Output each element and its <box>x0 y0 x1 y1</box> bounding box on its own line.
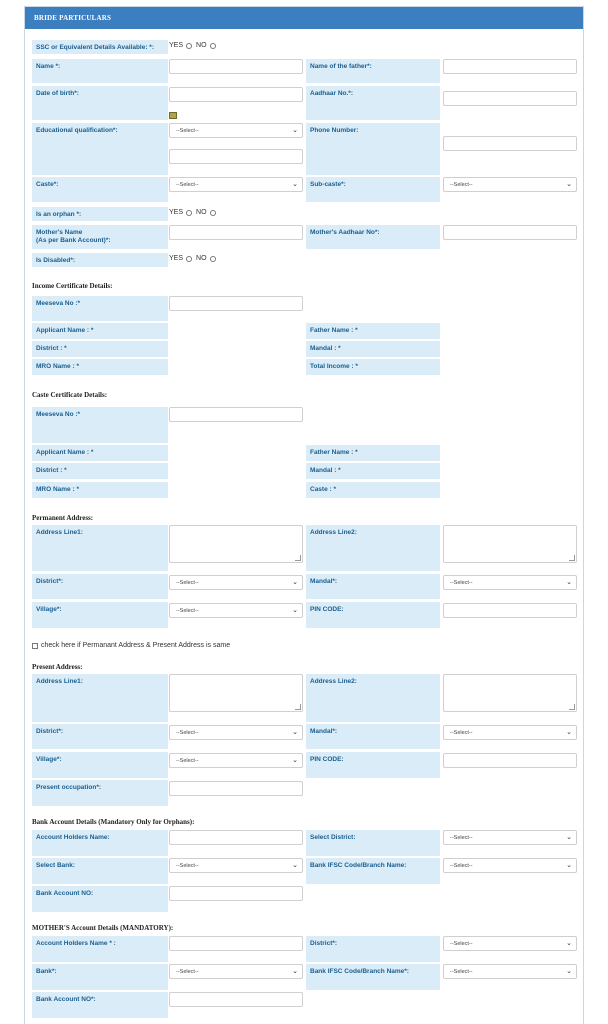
bank-district-value: --Select-- <box>450 835 473 841</box>
occupation-input[interactable] <box>169 781 303 796</box>
income-district-label: District : * <box>32 341 168 357</box>
caste-meeseva-input[interactable] <box>169 407 303 422</box>
disabled-label: Is Disabled*: <box>32 253 168 267</box>
education-select-value: --Select-- <box>176 128 199 134</box>
mother-ifsc-select[interactable] <box>443 964 577 979</box>
bank-ifsc-value: --Select-- <box>450 863 473 869</box>
ssc-no-label: NO <box>196 42 207 49</box>
same-address-checkbox[interactable] <box>32 643 38 649</box>
phone-input[interactable] <box>443 136 577 151</box>
income-section-title: Income Certificate Details: <box>32 282 113 290</box>
caste-label: Caste*: <box>32 177 168 202</box>
pres-district-select[interactable] <box>169 725 303 740</box>
pres-mandal-label: Mandal*: <box>306 724 440 749</box>
chevron-down-icon: ⌄ <box>292 579 298 586</box>
mother-ifsc-label: Bank IFSC Code/Branch Name*: <box>306 964 440 990</box>
permanent-section-title: Permanent Address: <box>32 514 94 522</box>
mother-bank-label: Bank*: <box>32 964 168 990</box>
chevron-down-icon: ⌄ <box>566 729 572 736</box>
father-name-label: Name of the father*: <box>306 59 440 83</box>
pres-village-select[interactable] <box>169 753 303 768</box>
aadhaar-label: Aadhaar No.*: <box>306 86 440 120</box>
mother-district-select[interactable] <box>443 936 577 951</box>
orphan-no-label: NO <box>196 209 207 216</box>
bank-holder-label: Account Holders Name: <box>32 830 168 856</box>
aadhaar-input[interactable] <box>443 91 577 106</box>
chevron-down-icon: ⌄ <box>566 968 572 975</box>
ssc-no-radio[interactable] <box>210 43 216 49</box>
bank-district-label: Select District: <box>306 830 440 856</box>
bank-account-label: Bank Account NO: <box>32 886 168 912</box>
caste-mro-label: MRO Name : * <box>32 482 168 498</box>
education-label: Educational qualification*: <box>32 123 168 175</box>
perm-line1-textarea[interactable] <box>169 525 303 563</box>
ssc-yes-radio[interactable] <box>186 43 192 49</box>
dob-input[interactable] <box>169 87 303 102</box>
ssc-yes-label: YES <box>169 42 184 49</box>
bank-bank-label: Select Bank: <box>32 858 168 884</box>
perm-pin-label: PIN CODE: <box>306 602 440 628</box>
mother-bank-select[interactable] <box>169 964 303 979</box>
orphan-yes-label: YES <box>169 209 184 216</box>
bank-ifsc-label: Bank IFSC Code/Branch Name: <box>306 858 440 884</box>
orphan-no-radio[interactable] <box>210 210 216 216</box>
chevron-down-icon: ⌄ <box>292 757 298 764</box>
pres-village-value: --Select-- <box>176 758 199 764</box>
disabled-yes-radio[interactable] <box>186 256 192 262</box>
chevron-down-icon: ⌄ <box>566 579 572 586</box>
perm-line2-label: Address Line2: <box>306 525 440 571</box>
mother-bank-section-title: MOTHER'S Account Details (MANDATORY): <box>32 924 174 932</box>
mother-name-label-line2: (As per Bank Account)*: <box>36 237 111 244</box>
chevron-down-icon: ⌄ <box>566 834 572 841</box>
pres-district-label: District*: <box>32 724 168 749</box>
panel-title: BRIDE PARTICULARS <box>25 7 583 29</box>
bank-account-input[interactable] <box>169 886 303 901</box>
name-label: Name *: <box>32 59 168 83</box>
chevron-down-icon: ⌄ <box>292 968 298 975</box>
subcaste-select[interactable] <box>443 177 577 192</box>
chevron-down-icon: ⌄ <box>292 127 298 134</box>
perm-village-label: Village*: <box>32 602 168 628</box>
caste-cert-section-title: Caste Certificate Details: <box>32 391 108 399</box>
present-section-title: Present Address: <box>32 663 83 671</box>
income-meeseva-input[interactable] <box>169 296 303 311</box>
orphan-yes-radio[interactable] <box>186 210 192 216</box>
father-name-input[interactable] <box>443 59 577 74</box>
perm-district-select[interactable] <box>169 575 303 590</box>
pres-district-value: --Select-- <box>176 730 199 736</box>
disabled-no-radio[interactable] <box>210 256 216 262</box>
orphan-label: Is an orphan *: <box>32 207 168 221</box>
bank-bank-select[interactable] <box>169 858 303 873</box>
ssc-radio-group <box>169 42 220 49</box>
income-meeseva-label: Meeseva No :* <box>32 296 168 321</box>
chevron-down-icon: ⌄ <box>292 607 298 614</box>
income-total-label: Total Income : * <box>306 359 440 375</box>
ssc-label: SSC or Equivalent Details Available: *: <box>32 40 168 54</box>
same-address-row[interactable] <box>32 642 230 649</box>
income-mro-label: MRO Name : * <box>32 359 168 375</box>
pres-line1-label: Address Line1: <box>32 674 168 722</box>
mother-name-label-line1: Mother's Name <box>36 229 83 236</box>
income-mandal-label: Mandal : * <box>306 341 440 357</box>
caste-district-label: District : * <box>32 463 168 479</box>
bank-district-select[interactable] <box>443 830 577 845</box>
chevron-down-icon: ⌄ <box>566 181 572 188</box>
disabled-no-label: NO <box>196 255 207 262</box>
pres-mandal-select[interactable] <box>443 725 577 740</box>
pres-pin-label: PIN CODE: <box>306 752 440 778</box>
income-applicant-label: Applicant Name : * <box>32 323 168 339</box>
pres-line2-textarea[interactable] <box>443 674 577 712</box>
perm-district-label: District*: <box>32 574 168 599</box>
calendar-icon[interactable] <box>169 112 177 119</box>
occupation-label: Present occupation*: <box>32 780 168 806</box>
disabled-yes-label: YES <box>169 255 184 262</box>
pres-line1-textarea[interactable] <box>169 674 303 712</box>
mother-account-label: Bank Account NO*: <box>32 992 168 1018</box>
perm-line2-textarea[interactable] <box>443 525 577 563</box>
bank-bank-value: --Select-- <box>176 863 199 869</box>
name-input[interactable] <box>169 59 303 74</box>
caste-caste-label: Caste : * <box>306 482 440 498</box>
bank-section-title: Bank Account Details (Mandatory Only for Orphans): <box>32 818 195 826</box>
mother-district-label: District*: <box>306 936 440 962</box>
mother-account-input[interactable] <box>169 992 303 1007</box>
caste-select[interactable] <box>169 177 303 192</box>
bank-holder-input[interactable] <box>169 830 303 845</box>
mother-bank-value: --Select-- <box>176 969 199 975</box>
chevron-down-icon: ⌄ <box>292 862 298 869</box>
subcaste-label: Sub-caste*: <box>306 177 440 202</box>
caste-select-value: --Select-- <box>176 182 199 188</box>
perm-village-select[interactable] <box>169 603 303 618</box>
perm-mandal-label: Mandal*: <box>306 574 440 599</box>
mother-name-input[interactable] <box>169 225 303 240</box>
pres-village-label: Village*: <box>32 752 168 778</box>
disabled-radio-group <box>169 255 220 262</box>
bank-ifsc-select[interactable] <box>443 858 577 873</box>
same-address-label: check here if Permanant Address & Present Address is same <box>41 642 231 649</box>
chevron-down-icon: ⌄ <box>292 729 298 736</box>
education-select[interactable] <box>169 123 303 138</box>
orphan-radio-group <box>169 209 220 216</box>
resize-grip-icon[interactable] <box>569 704 575 710</box>
caste-father-label: Father Name : * <box>306 445 440 461</box>
mother-district-value: --Select-- <box>450 941 473 947</box>
mother-aadhaar-label: Mother's Aadhaar No*: <box>306 225 440 249</box>
mother-holder-input[interactable] <box>169 936 303 951</box>
caste-applicant-label: Applicant Name : * <box>32 445 168 461</box>
mother-name-label <box>32 225 168 249</box>
pres-line2-label: Address Line2: <box>306 674 440 722</box>
subcaste-select-value: --Select-- <box>450 182 473 188</box>
education-other-input[interactable] <box>169 149 303 164</box>
caste-meeseva-label: Meeseva No :* <box>32 407 168 443</box>
chevron-down-icon: ⌄ <box>566 862 572 869</box>
resize-grip-icon[interactable] <box>295 704 301 710</box>
resize-grip-icon[interactable] <box>295 555 301 561</box>
pres-mandal-value: --Select-- <box>450 730 473 736</box>
chevron-down-icon: ⌄ <box>292 181 298 188</box>
perm-mandal-select[interactable] <box>443 575 577 590</box>
mother-holder-label: Account Holders Name * : <box>32 936 168 962</box>
chevron-down-icon: ⌄ <box>566 940 572 947</box>
perm-district-value: --Select-- <box>176 580 199 586</box>
resize-grip-icon[interactable] <box>569 555 575 561</box>
phone-label: Phone Number: <box>306 123 440 175</box>
caste-mandal-label: Mandal : * <box>306 463 440 479</box>
mother-ifsc-value: --Select-- <box>450 969 473 975</box>
income-father-label: Father Name : * <box>306 323 440 339</box>
dob-label: Date of birth*: <box>32 86 168 120</box>
mother-aadhaar-input[interactable] <box>443 225 577 240</box>
perm-mandal-value: --Select-- <box>450 580 473 586</box>
perm-pin-input[interactable] <box>443 603 577 618</box>
perm-village-value: --Select-- <box>176 608 199 614</box>
perm-line1-label: Address Line1: <box>32 525 168 571</box>
pres-pin-input[interactable] <box>443 753 577 768</box>
